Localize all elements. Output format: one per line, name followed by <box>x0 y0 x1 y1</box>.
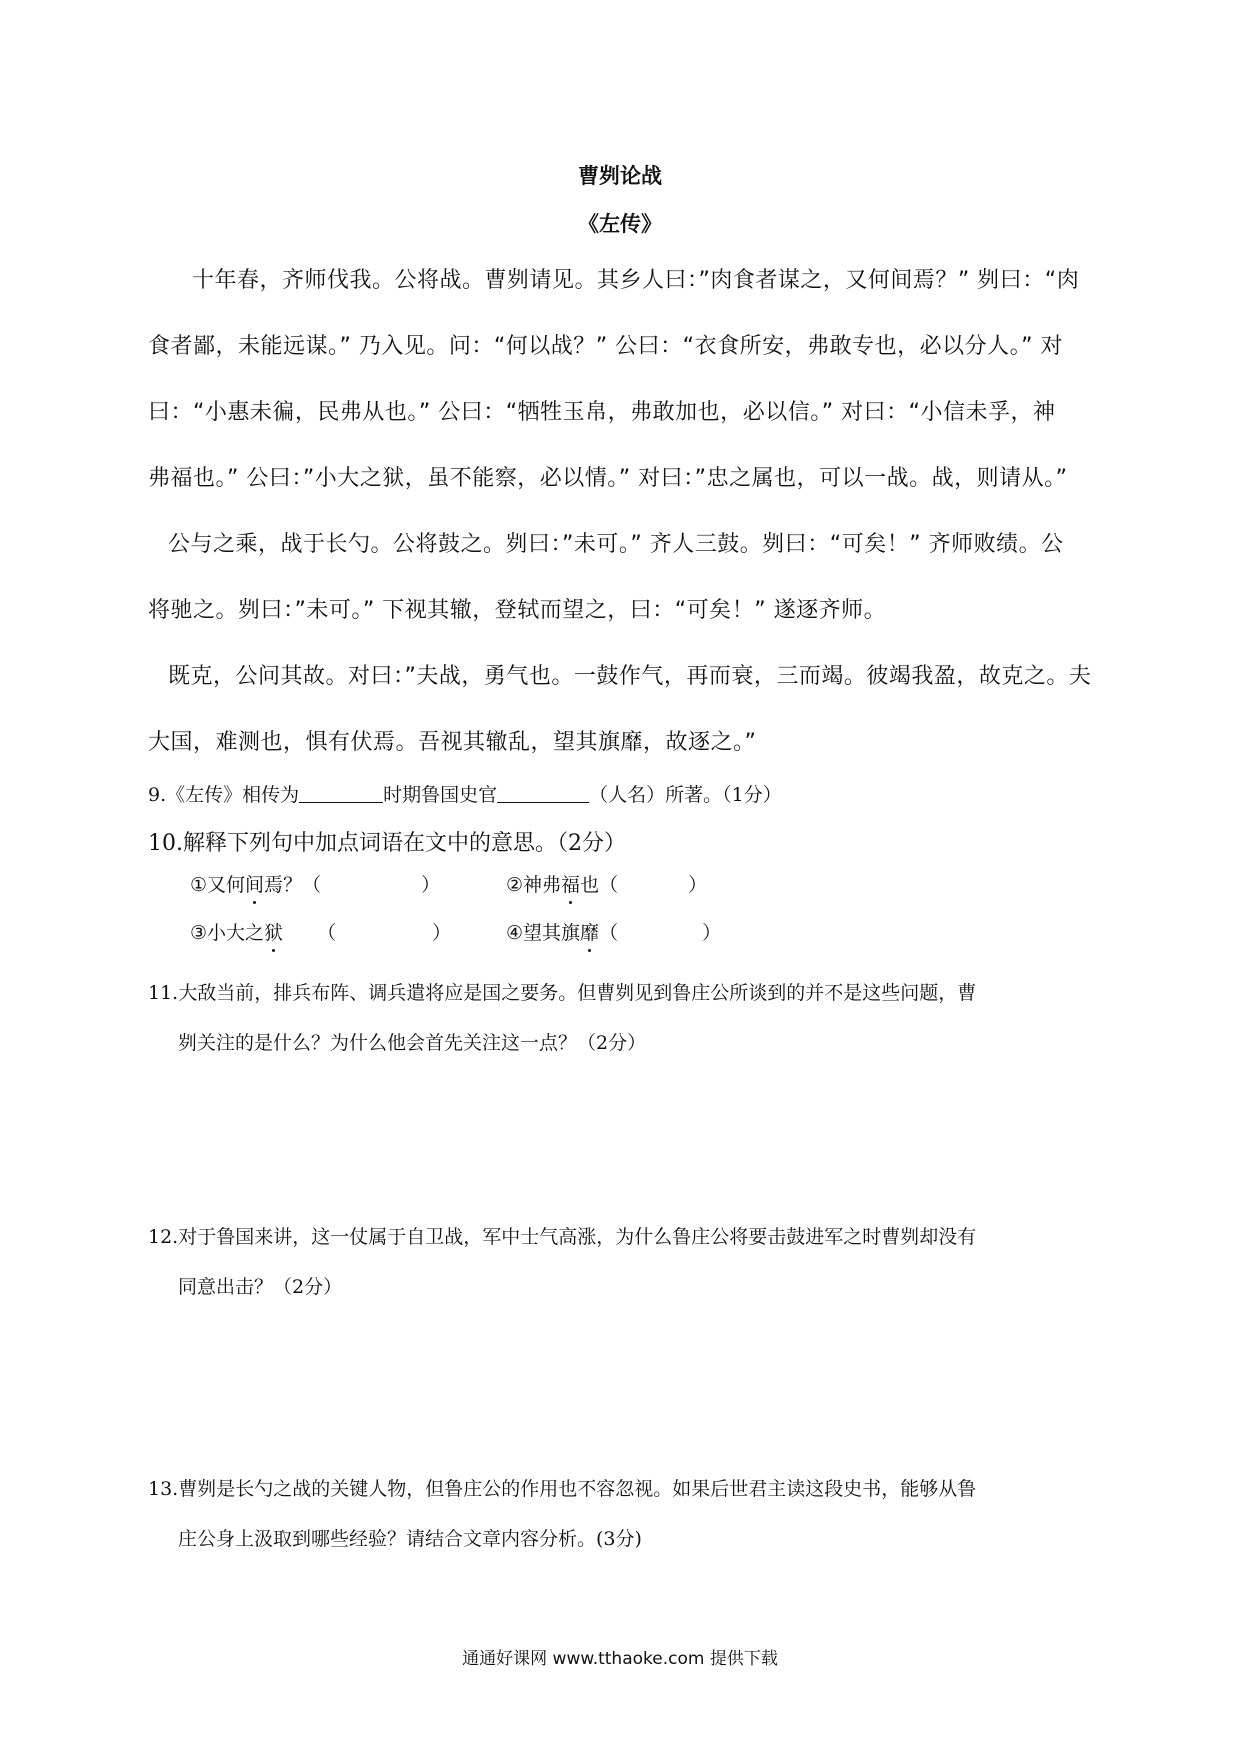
dotted-word: 狱 <box>264 922 284 944</box>
passage-paragraph-1 <box>148 248 1098 512</box>
passage-line: 弗福也。” 公曰：”小大之狱，虽不能察，必以情。” 对曰：”忠之属也，可以一战。战，则请从。” <box>148 466 1068 491</box>
passage-paragraph-3 <box>148 644 1098 776</box>
passage-line: 既克，公问其故。对曰：”夫战，勇气也。一鼓作气，再而衰，三而竭。彼竭我盈，故克之。夫 <box>168 664 1092 689</box>
answer-area-12[interactable] <box>148 1314 1098 1464</box>
passage-line: 食者鄙，未能远谋。” 乃入见。问：“何以战？” 公曰：“衣食所安，弗敢专也，必以分人。” 对 <box>148 334 1063 359</box>
close-paren: ） <box>688 874 708 896</box>
answer-blank-period[interactable] <box>299 784 383 803</box>
answer-area-11[interactable] <box>148 1070 1098 1200</box>
dotted-word: 间 <box>245 874 265 896</box>
item-text: ③小大之 <box>190 922 265 944</box>
passage-line: 将驰之。刿曰：”未可。” 下视其辙，登轼而望之，曰：“可矣！” 遂逐齐师。 <box>148 598 887 623</box>
passage-source: 《左传》 <box>578 212 662 236</box>
question-11-line-1: 11.大敌当前，排兵布阵、调兵遣将应是国之要务。但曹刿见到鲁庄公所谈到的并不是这些问题，曹 <box>148 982 977 1004</box>
question-13-line-1: 13.曹刿是长勺之战的关键人物，但鲁庄公的作用也不容忽视。如果后世君主读这段史书，能够从鲁 <box>148 1478 977 1500</box>
question-13-line-2: 庄公身上汲取到哪些经验？请结合文章内容分析。(3分) <box>178 1528 642 1550</box>
passage-line: 曰：“小惠未徧，民弗从也。” 公曰：“牺牲玉帛，弗敢加也，必以信。” 对曰：“小信未孚，神 <box>148 400 1056 425</box>
question-9 <box>148 780 782 807</box>
question-10-item-3 <box>190 918 451 945</box>
question-10-item-4 <box>506 918 721 945</box>
passage-title: 曹刿论战 <box>578 164 662 188</box>
passage-line: 十年春，齐师伐我。公将战。曹刿请见。其乡人曰：”肉食者谋之，又何间焉？” 刿曰：“肉 <box>192 268 1080 293</box>
dotted-word: 福 <box>561 874 581 896</box>
question-9-mid: 时期鲁国史官 <box>383 784 498 806</box>
dotted-word: 靡 <box>580 922 600 944</box>
question-9-prefix: 9.《左传》相传为 <box>148 784 300 806</box>
question-12-line-2: 同意出击？（2分） <box>178 1276 343 1298</box>
question-9-suffix: （人名）所著。（1分） <box>589 784 782 806</box>
item-text: ①又何 <box>190 874 246 896</box>
answer-blank-historian[interactable] <box>497 784 589 803</box>
item-text: （ <box>599 922 619 944</box>
question-10-item-1 <box>190 870 440 897</box>
passage-paragraph-2 <box>148 512 1098 644</box>
question-11-line-2: 刿关注的是什么？为什么他会首先关注这一点？（2分） <box>178 1032 647 1054</box>
item-text: 也（ <box>580 874 619 896</box>
passage-line: 公与之乘，战于长勺。公将鼓之。刿曰：”未可。” 齐人三鼓。刿曰：“可矣！” 齐师败绩。公 <box>168 532 1064 557</box>
question-12-line-1: 12.对于鲁国来讲，这一仗属于自卫战，军中士气高涨，为什么鲁庄公将要击鼓进军之时曹刿却没有 <box>148 1226 977 1248</box>
close-paren: ） <box>421 874 441 896</box>
question-10-item-2 <box>506 870 707 897</box>
passage-line: 大国，难测也，惧有伏焉。吾视其辙乱，望其旗靡，故逐之。” <box>148 730 757 755</box>
item-text: 焉？（ <box>264 874 322 896</box>
answer-area-13[interactable] <box>148 1566 1098 1626</box>
item-text: ④望其旗 <box>506 922 581 944</box>
close-paren: ） <box>702 922 722 944</box>
item-text: ②神弗 <box>506 874 562 896</box>
footer-credit: 通通好课网 www.tthaoke.com 提供下载 <box>462 1649 778 1669</box>
close-paren: ） <box>432 922 452 944</box>
question-10-title: 10.解释下列句中加点词语在文中的意思。（2分） <box>148 831 626 856</box>
item-text: （ <box>317 922 337 944</box>
